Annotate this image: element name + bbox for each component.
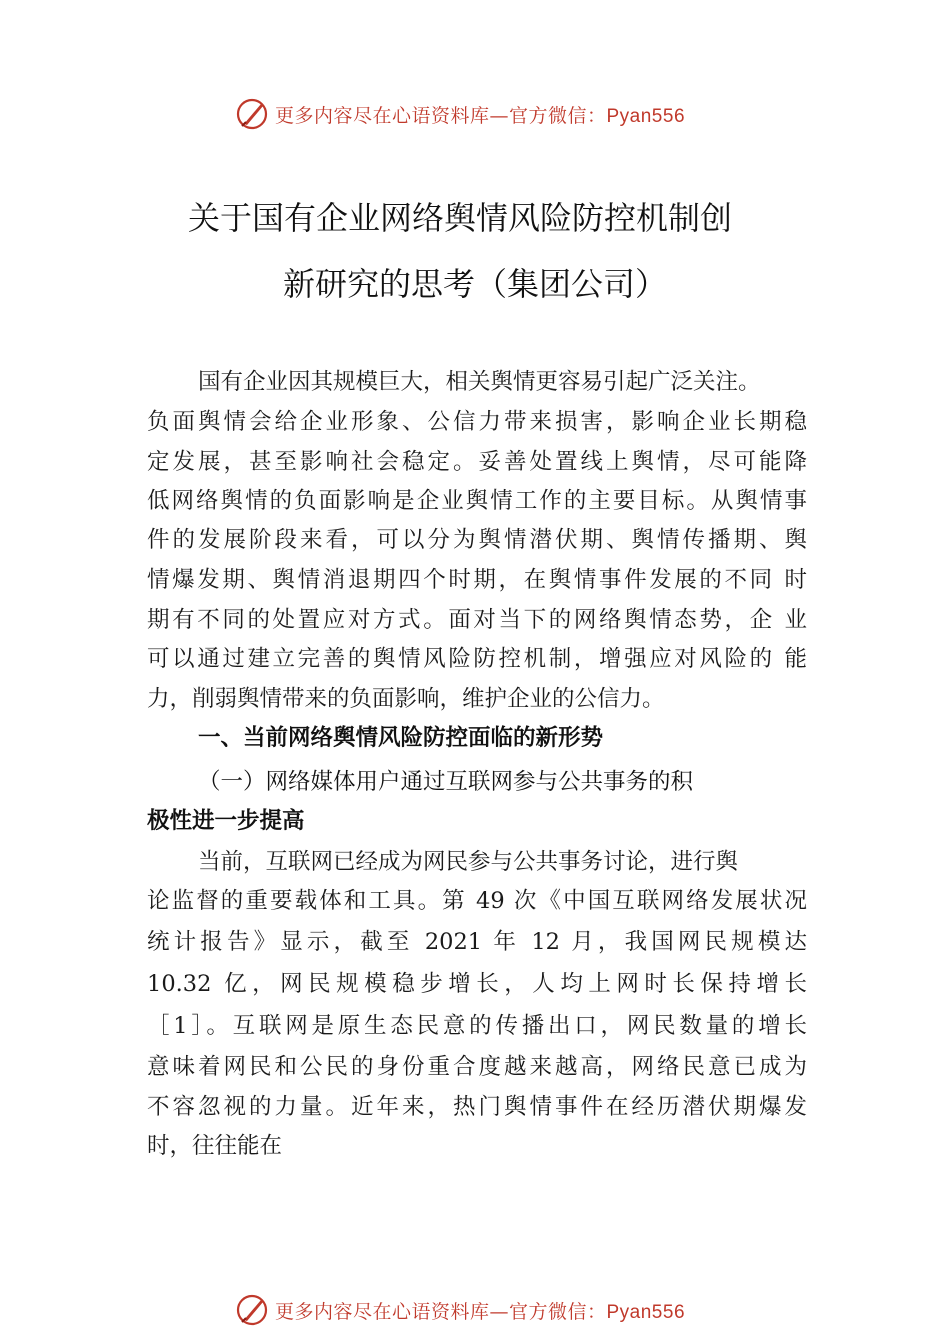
- watermark-separator: —官方微信：: [489, 1300, 607, 1323]
- intro-line: 国有企业因其规模巨大，相关舆情更容易引起广泛关注。: [198, 369, 761, 395]
- body-line: ［1］。互联网是原生态民意的传播出口，网民数量的增长: [147, 1013, 807, 1039]
- intro-line: 可以通过建立完善的舆情风险防控机制，增强应对风险的 能: [147, 646, 807, 672]
- body-line: 论监督的重要载体和工具。第 49 次《中国互联网络发展状况: [147, 888, 807, 914]
- watermark-separator: —官方微信：: [489, 104, 607, 127]
- subsection-heading-line-1: （一）网络媒体用户通过互联网参与公共事务的积: [198, 769, 694, 795]
- intro-line: 负面舆情会给企业形象、公信力带来损害，影响企业长期稳: [147, 409, 807, 435]
- watermark-text: [275, 1297, 685, 1324]
- intro-line: 定发展，甚至影响社会稳定。妥善处置线上舆情，尽可能降: [147, 449, 807, 475]
- watermark-wechat-id: Pyan556: [606, 1301, 686, 1323]
- body-line: 统计报告》显示，截至 2021 年 12 月，我国网民规模达: [147, 929, 807, 955]
- subsection-heading-line-2: 极性进一步提高: [147, 808, 305, 834]
- intro-line: 力，削弱舆情带来的负面影响，维护企业的公信力。: [147, 686, 665, 712]
- watermark-footer: [0, 1290, 950, 1330]
- body-line: 意味着网民和公民的身份重合度越来越高，网络民意已成为: [147, 1054, 807, 1080]
- intro-line: 情爆发期、舆情消退期四个时期，在舆情事件发展的不同 时: [147, 567, 807, 593]
- document-title-line-2: 新研究的思考（集团公司）: [282, 265, 667, 303]
- quill-pen-logo-icon: [235, 97, 269, 131]
- quill-pen-logo-icon: [235, 1293, 269, 1327]
- body-line: 时，往往能在: [147, 1133, 283, 1159]
- watermark-header: [0, 94, 950, 134]
- intro-line: 期有不同的处置应对方式。面对当下的网络舆情态势，企 业: [147, 607, 807, 633]
- intro-line: 件的发展阶段来看，可以分为舆情潜伏期、舆情传播期、舆: [147, 527, 807, 553]
- body-line: 当前，互联网已经成为网民参与公共事务讨论，进行舆: [198, 849, 739, 875]
- watermark-library: 更多内容尽在心语资料库: [274, 104, 490, 127]
- body-line: 不容忽视的力量。近年来，热门舆情事件在经历潜伏期爆发: [147, 1094, 807, 1120]
- body-line: 10.32 亿，网民规模稳步增长，人均上网时长保持增长: [147, 971, 807, 997]
- watermark-wechat-id: Pyan556: [606, 105, 686, 127]
- watermark-library: 更多内容尽在心语资料库: [274, 1300, 490, 1323]
- section-heading: 一、当前网络舆情风险防控面临的新形势: [198, 725, 604, 751]
- document-title-line-1: 关于国有企业网络舆情风险防控机制创: [187, 199, 732, 237]
- watermark-text: [275, 101, 685, 128]
- intro-line: 低网络舆情的负面影响是企业舆情工作的主要目标。从舆情事: [147, 488, 807, 514]
